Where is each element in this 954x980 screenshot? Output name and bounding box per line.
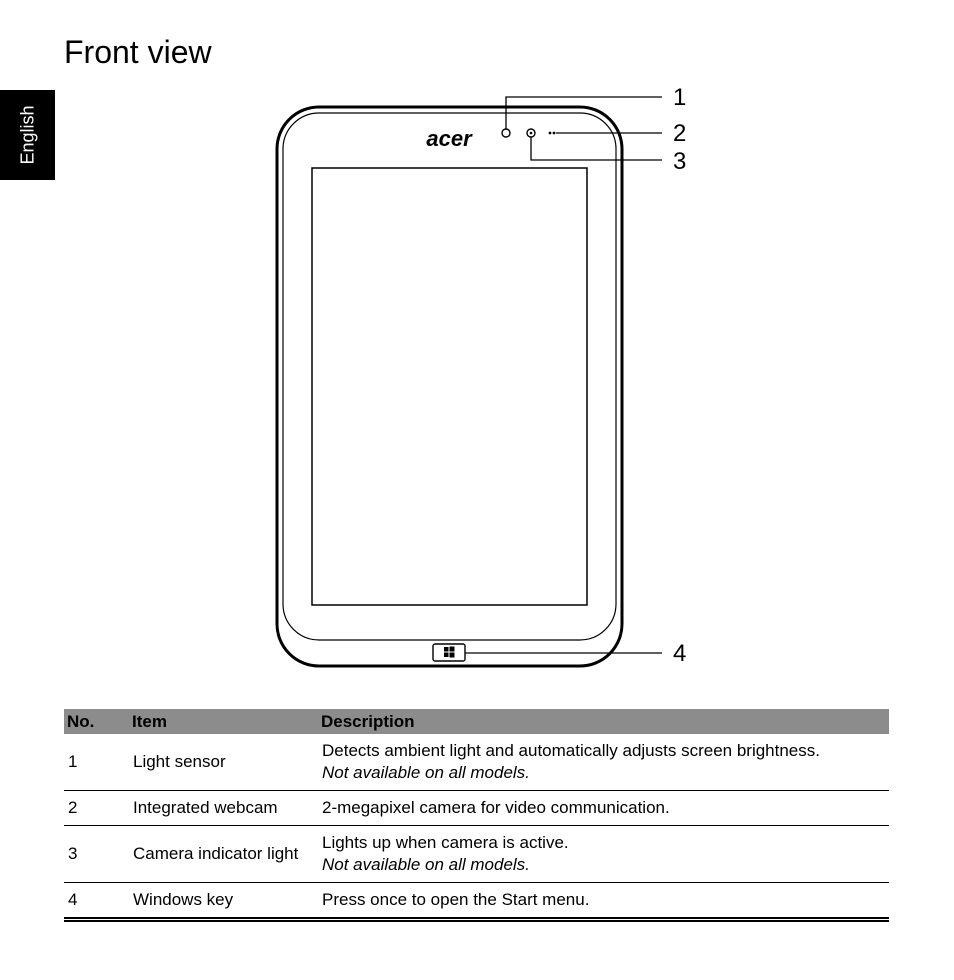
callout-number-4: 4 — [673, 640, 687, 667]
callout-number-1: 1 — [673, 84, 687, 111]
row-description — [318, 826, 889, 883]
description-note: Not available on all models. — [322, 763, 530, 782]
row-description — [318, 791, 889, 826]
light-sensor-icon — [502, 129, 510, 137]
row-item: Integrated webcam — [129, 791, 318, 826]
table-row — [64, 826, 889, 883]
tablet-screen — [312, 168, 587, 605]
header-description: Description — [318, 709, 889, 734]
webcam-lens-icon — [530, 132, 533, 135]
row-description — [318, 734, 889, 791]
row-no: 2 — [64, 791, 129, 826]
page-title: Front view — [64, 34, 212, 70]
windows-logo-icon — [444, 647, 455, 658]
bottom-rule — [64, 920, 889, 922]
table-header-row — [64, 709, 889, 734]
components-table — [64, 709, 889, 919]
acer-logo: acer — [426, 126, 472, 151]
description-note: Not available on all models. — [322, 855, 530, 874]
windows-key — [433, 644, 465, 661]
header-item: Item — [129, 709, 318, 734]
indicator-dot-icon — [553, 132, 556, 135]
row-no: 1 — [64, 734, 129, 791]
row-no: 3 — [64, 826, 129, 883]
callout-line-3 — [531, 137, 662, 160]
row-no: 4 — [64, 883, 129, 919]
callout-number-3: 3 — [673, 148, 687, 175]
table-row — [64, 883, 889, 919]
description-text: 2-megapixel camera for video communication. — [322, 798, 670, 817]
callout-number-2: 2 — [673, 120, 687, 147]
language-tab-label: English — [17, 105, 37, 165]
description-text: Press once to open the Start menu. — [322, 890, 590, 909]
table-row — [64, 791, 889, 826]
header-no: No. — [64, 709, 129, 734]
description-text: Lights up when camera is active. — [322, 833, 569, 852]
indicator-dot-icon — [549, 132, 552, 135]
row-item: Camera indicator light — [129, 826, 318, 883]
row-item: Light sensor — [129, 734, 318, 791]
table-row — [64, 734, 889, 791]
description-text: Detects ambient light and automatically adjusts screen brightness. — [322, 741, 820, 760]
row-item: Windows key — [129, 883, 318, 919]
row-description — [318, 883, 889, 919]
